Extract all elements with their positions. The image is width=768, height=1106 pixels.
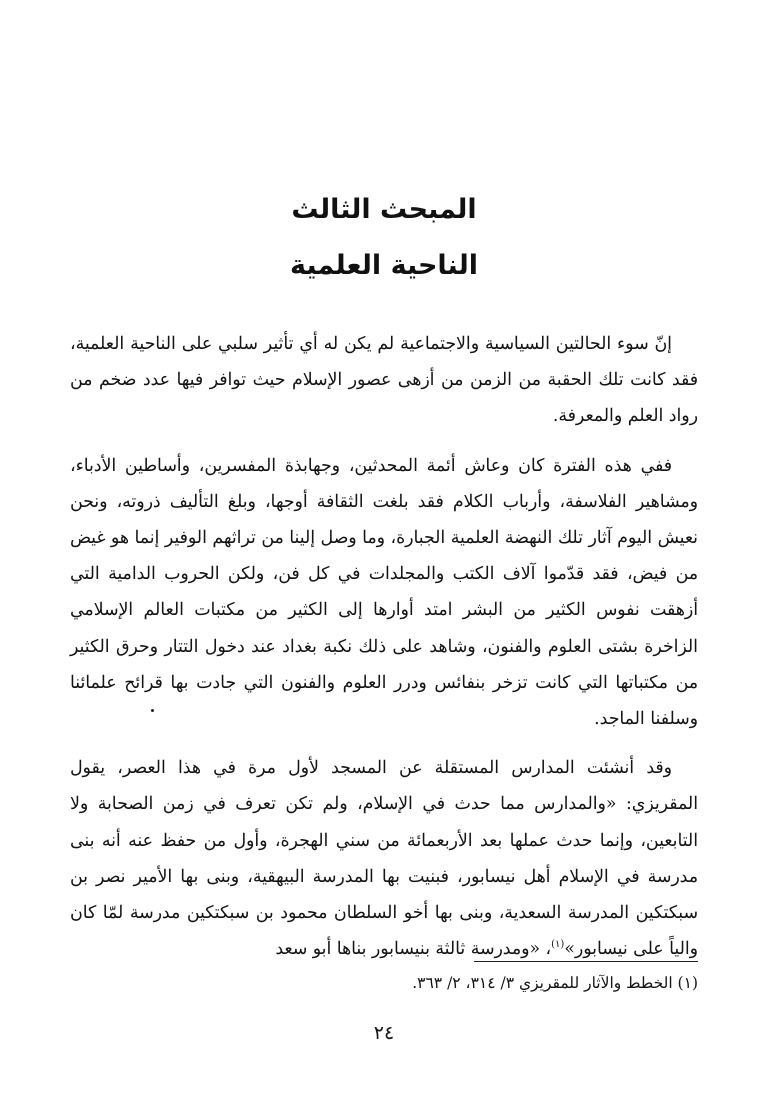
ink-dot: [151, 709, 154, 712]
paragraph: ففي هذه الفترة كان وعاش أئمة المحدثين، وجهابذة المفسرين، وأساطين الأدباء، ومشاهير الفلاسفة، وأرباب الكلام فقد بلغت الثقافة أوجها، وبلغ التأليف ذروته، ونحن نعيش اليوم آثار تلك النهضة العلمية الجبارة، وما وصل إلينا من تراثهم الوفير إنما هو غيض من فيض، فقد قدّموا آلاف الكتب والمجلدات في كل فن، ولكن الحروب الدامية التي أزهقت نفوس الكثير من البشر امتد أوارها إلى الكثير من مكتبات العالم الإسلامي الزاخرة بشتى العلوم والفنون، وشاهد على ذلك نكبة بغداد عند دخول التتار وحرق الكثير من مكتباتها التي كانت تزخر بنفائس ودرر العلوم والفنون التي جادت بها قرائح علمائنا وسلفنا الماجد.: [70, 455, 698, 730]
body-text: [70, 326, 698, 980]
paragraph: [70, 750, 698, 967]
footnote-divider: [474, 961, 698, 962]
paragraph-text: ، «ومدرسة ثالثة بنيسابور بناها أبو سعد: [275, 939, 552, 960]
page-number: ٢٤: [373, 1022, 395, 1044]
footnote: (١) الخطط والآثار للمقريزي ٣/ ٣١٤، ٢/ ٣٦٣.: [412, 974, 698, 992]
paragraph-text: وقد أنشئت المدارس المستقلة عن المسجد لأول مرة في هذا العصر، يقول المقريزي: «والمدارس مما حدث في الإسلام، ولم تكن تعرف في زمن الصحابة ولا التابعين، وإنما حدث عملها بعد الأربعمائة من سني الهجرة، وأول من حفظ عنه أنه بنى مدرسة في الإسلام أهل نيسابور، فبنيت بها المدرسة البيهقية، وبنى بها الأمير نصر بن سبكتكين المدرسة السعدية، وبنى بها أخو السلطان محمود بن سبكتكين مدرسة لمّا كان والياً على نيسابور»: [70, 758, 698, 960]
chapter-title: المبحث الثالث: [291, 194, 477, 225]
document-page: [70, 0, 698, 1106]
footnote-reference[interactable]: (١): [551, 939, 565, 951]
section-title: الناحية العلمية: [290, 250, 478, 281]
paragraph: إنّ سوء الحالتين السياسية والاجتماعية لم يكن له أي تأثير سلبي على الناحية العلمية، فقد كانت تلك الحقبة من الزمن من أزهى عصور الإسلام حيث توافر فيها عدد ضخم من رواد العلم والمعرفة.: [70, 334, 698, 427]
